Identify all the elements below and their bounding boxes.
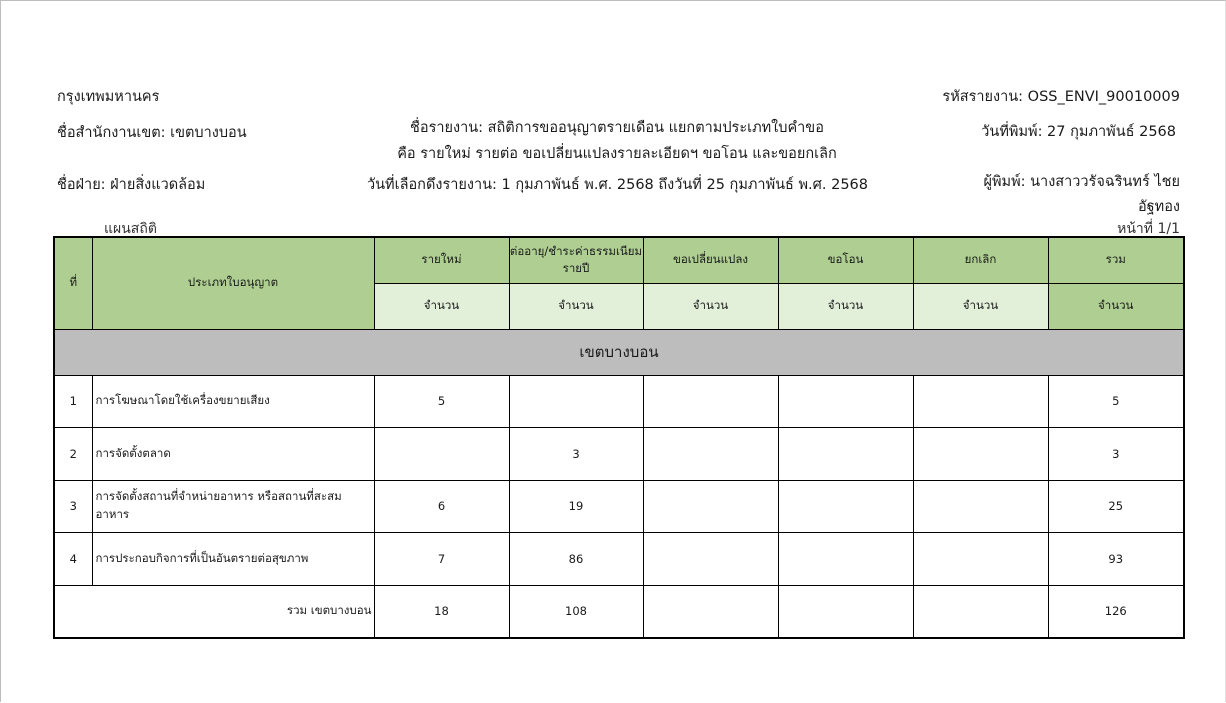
printer-name-cont: อัฐทอง	[1137, 199, 1180, 215]
row-name: การจัดตั้งตลาด	[92, 427, 374, 480]
col-change-header: ขอเปลี่ยนแปลง	[643, 237, 778, 283]
print-date: วันที่พิมพ์: 27 กุมภาพันธ์ 2568	[981, 124, 1176, 140]
row-name: การจัดตั้งสถานที่จำหน่ายอาหาร หรือสถานที่สะสมอาหาร	[92, 480, 374, 532]
table-row	[54, 480, 1184, 532]
report-name-line1: ชื่อรายงาน: สถิติการขออนุญาตรายเดือน แยกตามประเภทใบคำขอ	[410, 120, 824, 136]
row-new	[374, 427, 509, 480]
row-change	[643, 375, 778, 427]
date-range: วันที่เลือกดึงรายงาน: 1 กุมภาพันธ์ พ.ศ. 2568 ถึงวันที่ 25 กุมภาพันธ์ พ.ศ. 2568	[367, 177, 868, 193]
row-change	[643, 480, 778, 532]
col-new-header: รายใหม่	[374, 237, 509, 283]
sub-label: จำนวน	[374, 283, 509, 329]
sub-label: จำนวน	[778, 283, 913, 329]
row-transfer	[778, 480, 913, 532]
col-total-header: รวม	[1048, 237, 1184, 283]
total-cancel	[913, 585, 1048, 638]
table-header-row	[54, 237, 1184, 283]
row-transfer	[778, 532, 913, 585]
row-total: 25	[1048, 480, 1184, 532]
row-cancel	[913, 427, 1048, 480]
row-no: 1	[54, 375, 92, 427]
sub-label: จำนวน	[1048, 283, 1184, 329]
row-new: 5	[374, 375, 509, 427]
clipped-left-text: แผนสถิติ	[104, 221, 157, 237]
sub-label: จำนวน	[509, 283, 643, 329]
table-row	[54, 532, 1184, 585]
row-no: 3	[54, 480, 92, 532]
row-cancel	[913, 480, 1048, 532]
row-total: 3	[1048, 427, 1184, 480]
row-renew: 19	[509, 480, 643, 532]
row-change	[643, 427, 778, 480]
row-total: 5	[1048, 375, 1184, 427]
col-cancel-header: ยกเลิก	[913, 237, 1048, 283]
row-cancel	[913, 532, 1048, 585]
total-renew: 108	[509, 585, 643, 638]
org-name: กรุงเทพมหานคร	[57, 89, 160, 105]
department: ชื่อฝ่าย: ฝ่ายสิ่งแวดล้อม	[57, 177, 206, 193]
table-row	[54, 375, 1184, 427]
district-office: ชื่อสำนักงานเขต: เขตบางบอน	[57, 125, 247, 141]
row-renew: 86	[509, 532, 643, 585]
total-label: รวม เขตบางบอน	[54, 585, 374, 638]
report-table	[53, 236, 1185, 639]
row-renew: 3	[509, 427, 643, 480]
row-renew	[509, 375, 643, 427]
total-new: 18	[374, 585, 509, 638]
page-number: หน้าที่ 1/1	[1117, 221, 1180, 237]
row-transfer	[778, 427, 913, 480]
row-name: การโฆษณาโดยใช้เครื่องขยายเสียง	[92, 375, 374, 427]
total-total: 126	[1048, 585, 1184, 638]
col-transfer-header: ขอโอน	[778, 237, 913, 283]
row-change	[643, 532, 778, 585]
row-total: 93	[1048, 532, 1184, 585]
table-row	[54, 427, 1184, 480]
sub-label: จำนวน	[913, 283, 1048, 329]
col-renew-header: ต่ออายุ/ชำระค่าธรรมเนียมรายปี	[509, 237, 643, 283]
section-title: เขตบางบอน	[54, 329, 1184, 375]
col-type-header: ประเภทใบอนุญาต	[92, 237, 374, 329]
report-name-line2: คือ รายใหม่ รายต่อ ขอเปลี่ยนแปลงรายละเอียดฯ ขอโอน และขอยกเลิก	[397, 146, 837, 162]
total-transfer	[778, 585, 913, 638]
row-cancel	[913, 375, 1048, 427]
total-row	[54, 585, 1184, 638]
row-new: 6	[374, 480, 509, 532]
report-code: รหัสรายงาน: OSS_ENVI_90010009	[942, 89, 1180, 105]
row-transfer	[778, 375, 913, 427]
total-change	[643, 585, 778, 638]
row-new: 7	[374, 532, 509, 585]
row-no: 2	[54, 427, 92, 480]
row-no: 4	[54, 532, 92, 585]
sub-label: จำนวน	[643, 283, 778, 329]
printer-name: ผู้พิมพ์: นางสาววรัจฉรินทร์ ไชย	[983, 174, 1180, 190]
col-no-header: ที่	[54, 237, 92, 329]
section-row	[54, 329, 1184, 375]
row-name: การประกอบกิจการที่เป็นอันตรายต่อสุขภาพ	[92, 532, 374, 585]
